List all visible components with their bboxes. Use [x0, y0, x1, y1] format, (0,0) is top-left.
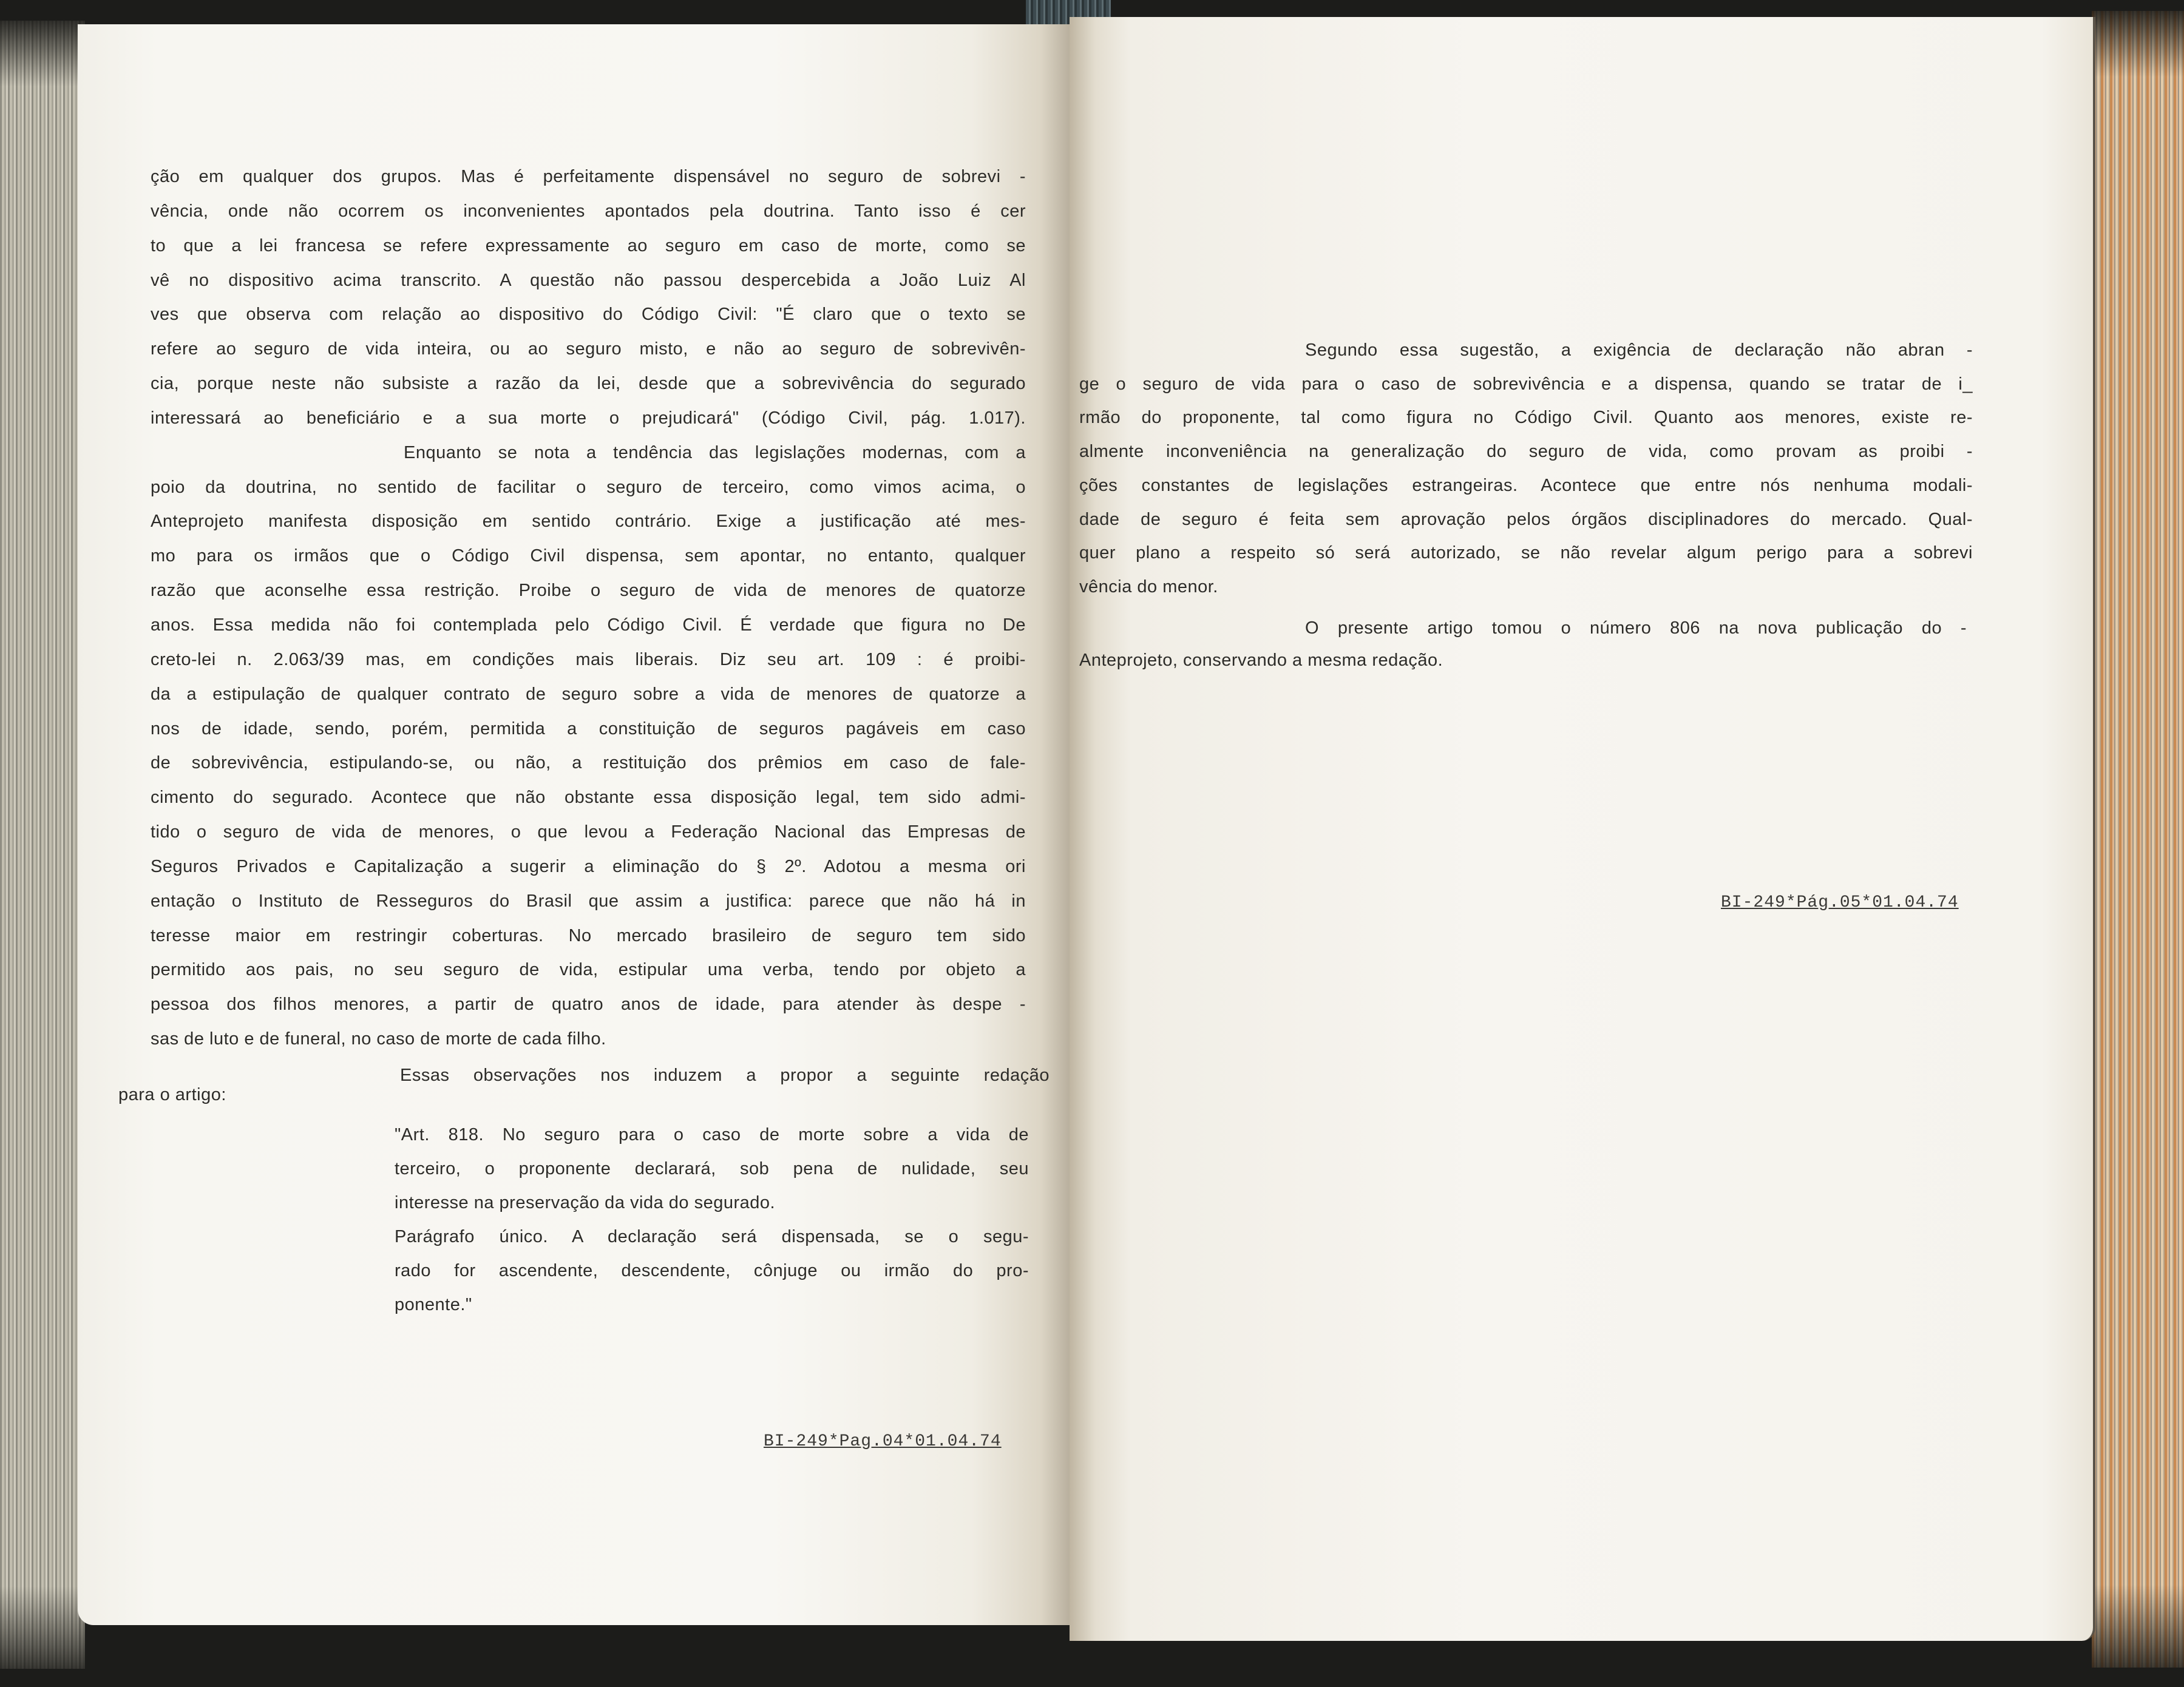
text-line: dade de seguro é feita sem aprovação pelos órgãos disciplinadores do mercado. Qual-: [1079, 509, 1973, 529]
text-line: sas de luto e de funeral, no caso de morte de cada filho.: [151, 1029, 606, 1049]
text-line: Enquanto se nota a tendência das legislações modernas, com a: [404, 442, 1026, 462]
text-line: O presente artigo tomou o número 806 na nova publicação do -: [1305, 618, 1967, 638]
text-line: Seguros Privados e Capitalização a sugerir a eliminação do § 2º. Adotou a mesma ori: [151, 856, 1026, 876]
text-line: tido o seguro de vida de menores, o que levou a Federação Nacional das Empresas de: [151, 822, 1026, 842]
text-line: ves que observa com relação ao dispositivo do Código Civil: "É claro que o texto se: [151, 305, 1026, 325]
text-line: entação o Instituto de Resseguros do Brasil que assim a justifica: parece que não há in: [151, 891, 1026, 911]
text-line: "Art. 818. No seguro para o caso de morte sobre a vida de: [395, 1125, 1029, 1144]
text-line: nos de idade, sendo, porém, permitida a constituição de seguros pagáveis em caso: [151, 718, 1026, 739]
text-line: poio da doutrina, no sentido de facilitar o seguro de terceiro, como vimos acima, o: [151, 477, 1026, 497]
page-stack-right: [2092, 11, 2184, 1668]
text-line: teresse maior em restringir coberturas. No mercado brasileiro de seguro tem sido: [151, 925, 1026, 945]
right-page: [1070, 17, 2095, 1641]
text-line: Segundo essa sugestão, a exigência de declaração não abran -: [1305, 340, 1973, 360]
text-line: rado for ascendente, descendente, cônjuge ou irmão do pro-: [395, 1261, 1029, 1280]
page-stack-left: [0, 21, 85, 1669]
text-line: para o artigo:: [118, 1085, 226, 1104]
text-line: anos. Essa medida não foi contemplada pelo Código Civil. É verdade que figura no De: [151, 615, 1026, 635]
text-line: de sobrevivência, estipulando-se, ou não, a restituição dos prêmios em caso de fale-: [151, 753, 1026, 773]
text-line: terceiro, o proponente declarará, sob pena de nulidade, seu: [395, 1159, 1029, 1178]
text-line: refere ao seguro de vida inteira, ou ao seguro misto, e não ao seguro de sobrevivên-: [151, 339, 1026, 359]
text-line: razão que aconselhe essa restrição. Proibe o seguro de vida de menores de quatorze: [151, 581, 1026, 601]
text-line: Anteprojeto manifesta disposição em sentido contrário. Exige a justificação até mes-: [151, 512, 1026, 532]
text-line: quer plano a respeito só será autorizado, se não revelar algum perigo para a sobrevi: [1079, 543, 1973, 563]
text-line: vê no dispositivo acima transcrito. A questão não passou despercebida a João Luiz Al: [151, 270, 1026, 290]
text-line: Parágrafo único. A declaração será dispensada, se o segu-: [395, 1227, 1029, 1246]
text-line: Essas observações nos induzem a propor a seguinte redação: [400, 1066, 1050, 1085]
text-line: pessoa dos filhos menores, a partir de quatro anos de idade, para atender às despe -: [151, 995, 1026, 1015]
text-line: cimento do segurado. Acontece que não obstante essa disposição legal, tem sido admi-: [151, 788, 1026, 808]
page-footer-right: BI-249*Pág.05*01.04.74: [1721, 893, 1959, 912]
text-line: Anteprojeto, conservando a mesma redação.: [1079, 651, 1443, 670]
text-line: da a estipulação de qualquer contrato de seguro sobre a vida de menores de quatorze a: [151, 684, 1026, 704]
left-page-paragraph-3-end: [118, 1078, 361, 1112]
text-line: interesse na preservação da vida do segurado.: [395, 1193, 776, 1212]
text-line: ge o seguro de vida para o caso de sobrevivência e a dispensa, quando se tratar de i_: [1079, 374, 1973, 394]
left-page-paragraph-3: [400, 1058, 1050, 1092]
text-line: ções constantes de legislações estrangeiras. Acontece que entre nós nenhuma modali-: [1079, 475, 1973, 495]
text-line: to que a lei francesa se refere expressamente ao seguro em caso de morte, como se: [151, 235, 1026, 255]
text-line: ponente.": [395, 1295, 472, 1314]
text-line: rmão do proponente, tal como figura no Código Civil. Quanto aos menores, existe re-: [1079, 408, 1973, 428]
text-line: interessará ao beneficiário e a sua morte o prejudicará" (Código Civil, pág. 1.017).: [151, 408, 1026, 428]
text-line: vência, onde não ocorrem os inconvenientes apontados pela doutrina. Tanto isso é cer: [151, 201, 1026, 221]
text-line: permitido aos pais, no seu seguro de vida, estipular uma verba, tendo por objeto a: [151, 960, 1026, 980]
text-line: ção em qualquer dos grupos. Mas é perfeitamente dispensável no seguro de sobrevi -: [151, 167, 1026, 186]
left-page-body: [151, 160, 1026, 1056]
text-line: vência do menor.: [1079, 576, 1218, 597]
right-page-paragraph-2: [1079, 612, 1967, 677]
text-line: mo para os irmãos que o Código Civil dispensa, sem apontar, no entanto, qualquer: [151, 546, 1026, 566]
text-line: cia, porque neste não subsiste a razão da lei, desde que a sobrevivência do segurado: [151, 374, 1026, 394]
right-page-paragraph-1: [1079, 334, 1973, 604]
text-line: almente inconveniência na generalização do seguro de vida, como provam as proibi -: [1079, 442, 1973, 462]
text-line: creto-lei n. 2.063/39 mas, em condições mais liberais. Diz seu art. 109 : é proibi-: [151, 649, 1026, 669]
proposed-article-quote: [395, 1118, 1029, 1322]
page-footer-left: BI-249*Pag.04*01.04.74: [764, 1432, 1002, 1451]
